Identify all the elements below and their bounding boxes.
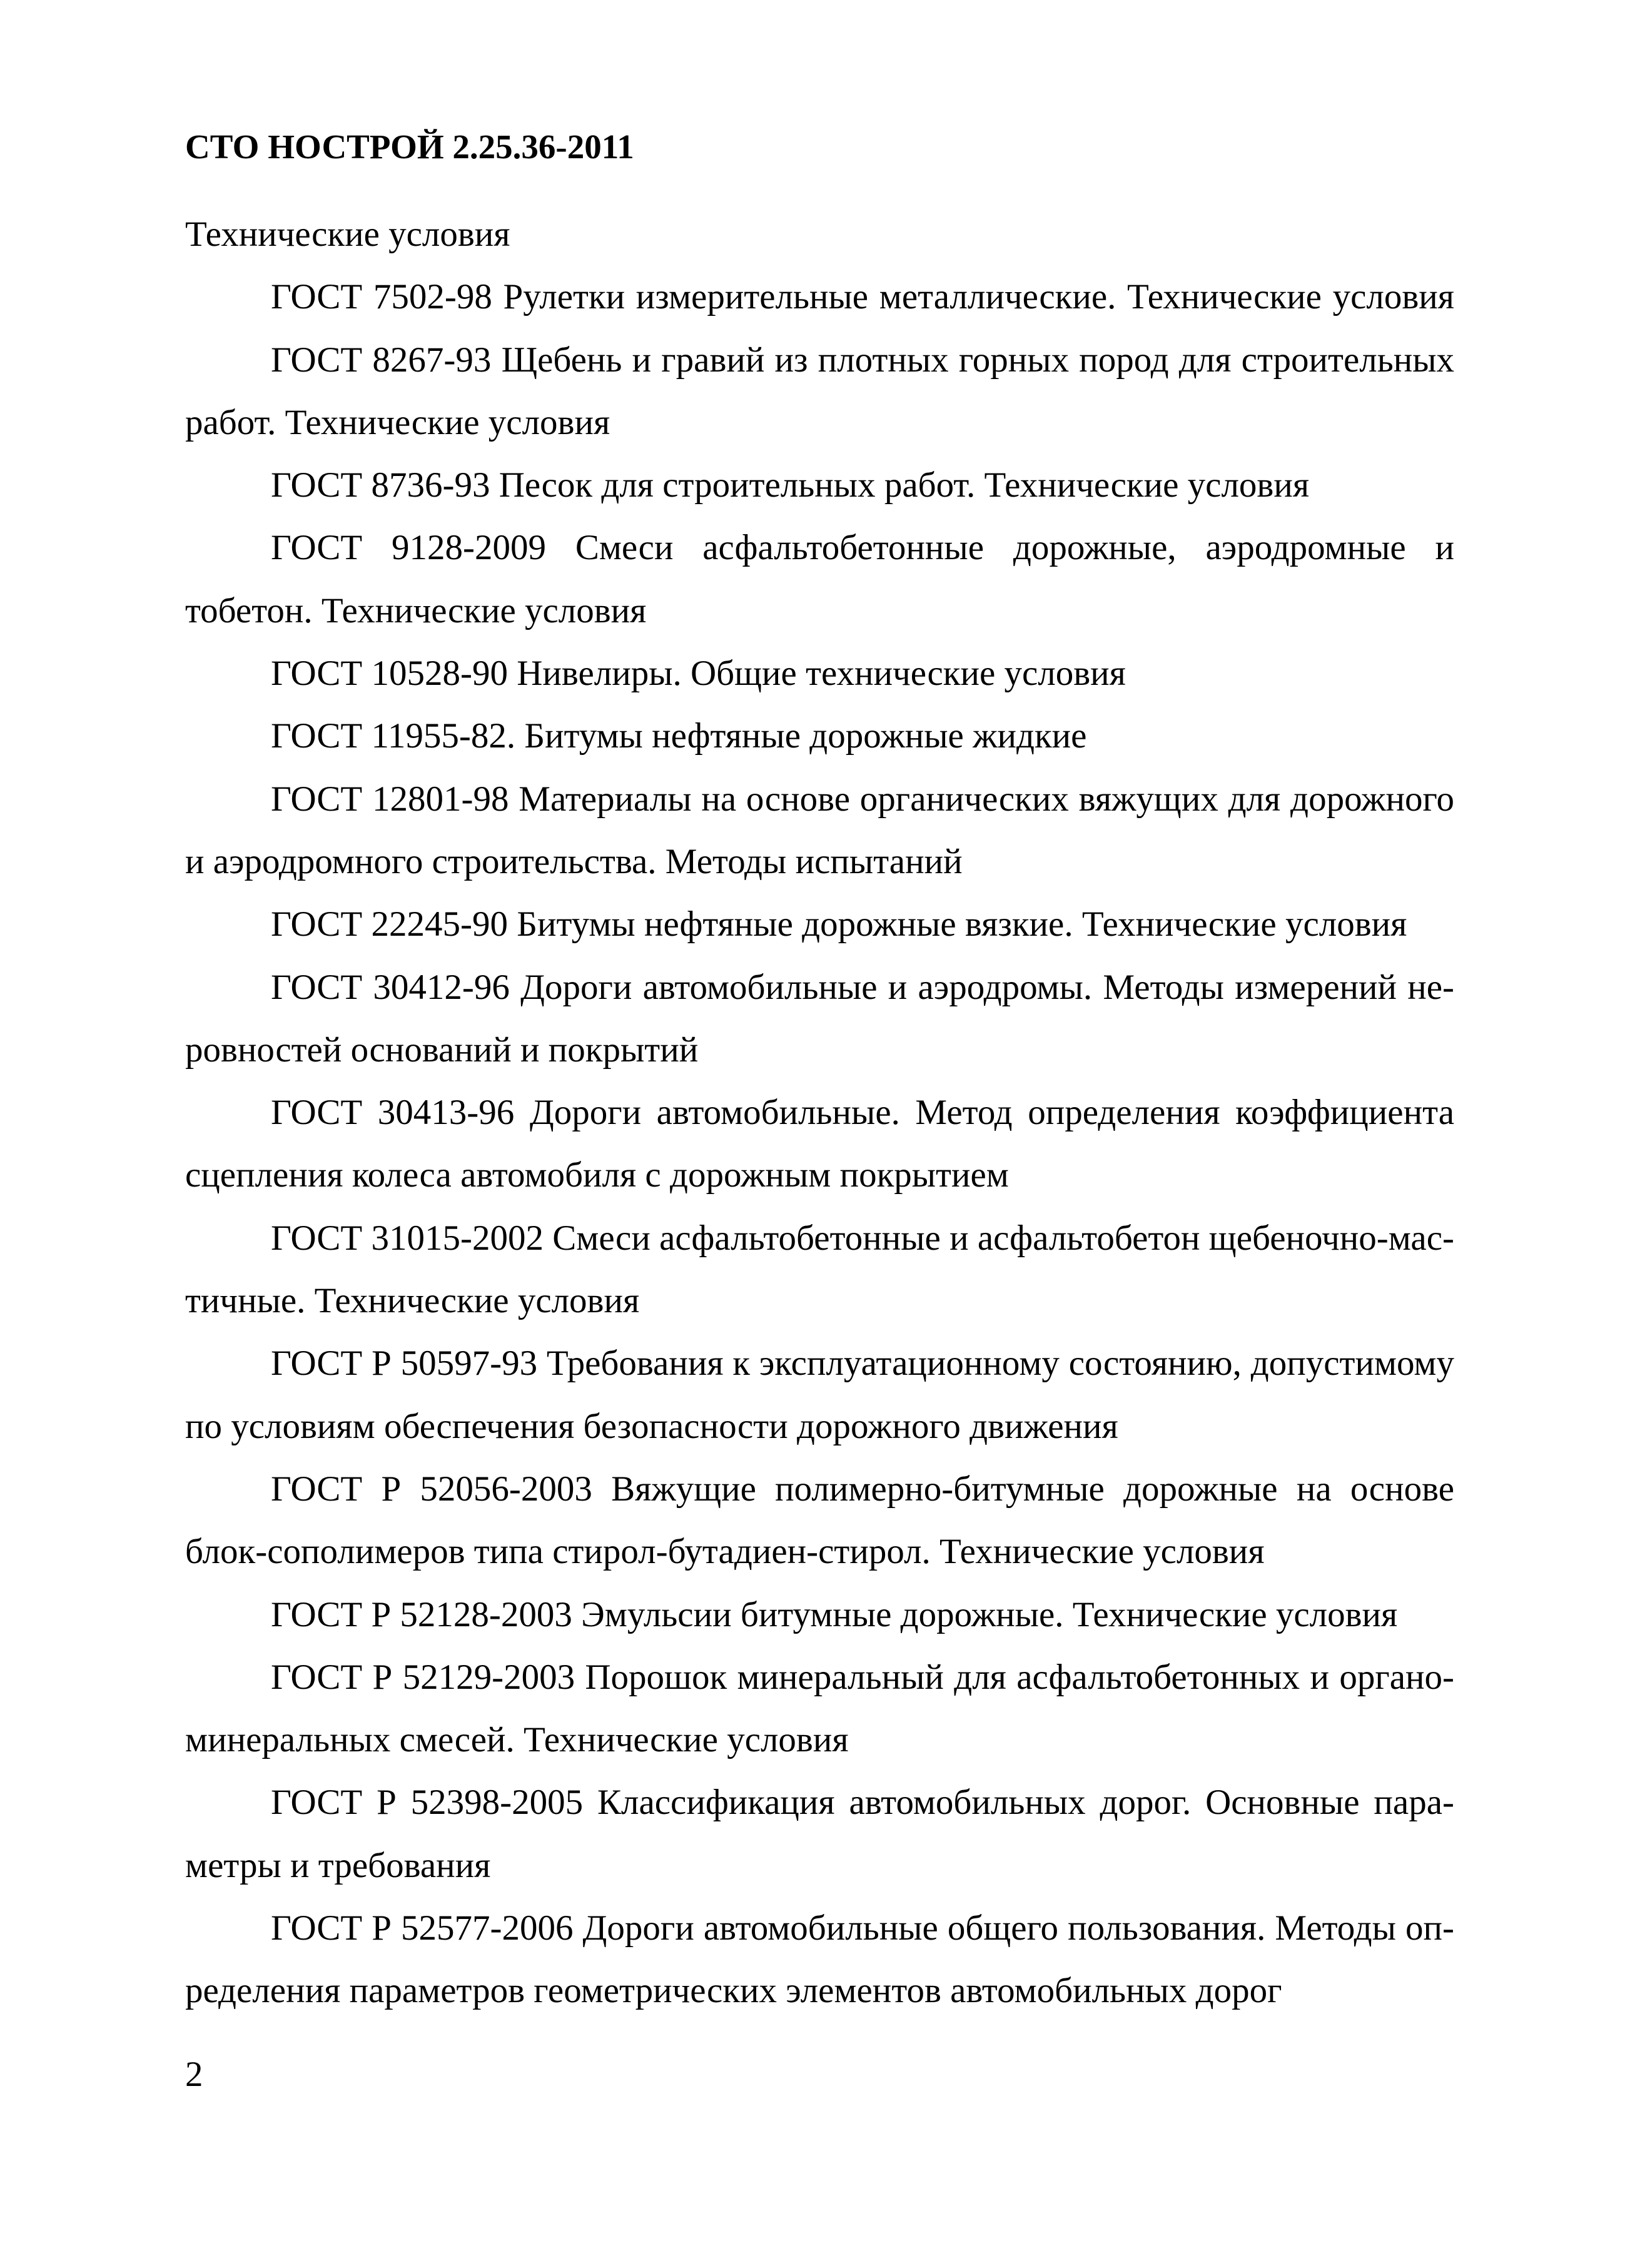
reference-continuation-line: ровностей оснований и покрытий	[185, 1030, 699, 1070]
reference-entry-line: ГОСТ Р 50597-93 Требования к эксплуатационному состоянию, допустимому	[271, 1344, 1454, 1384]
reference-continuation-line: блок-сополимеров типа стирол-бутадиен-стирол. Технические условия	[185, 1532, 1265, 1572]
reference-entry-line: ГОСТ 31015-2002 Смеси асфальтобетонные и асфальтобетон щебеночно-мас-	[271, 1218, 1454, 1258]
reference-continuation-line: тобетон. Технические условия	[185, 590, 647, 630]
reference-continuation-line: по условиям обеспечения безопасности дорожного движения	[185, 1406, 1118, 1446]
reference-continuation-line: Технические условия	[185, 215, 510, 254]
reference-entry-line: ГОСТ 12801-98 Материалы на основе органических вяжущих для дорожного	[271, 779, 1454, 819]
reference-entry-line: ГОСТ 9128-2009 Смеси асфальтобетонные дорожные, аэродромные и	[271, 528, 1454, 568]
reference-continuation-line: тичные. Технические условия	[185, 1281, 640, 1321]
reference-entry-line: ГОСТ Р 52577-2006 Дороги автомобильные общего пользования. Методы оп-	[271, 1908, 1454, 1948]
reference-entry-line: ГОСТ 8267-93 Щебень и гравий из плотных горных пород для строительных	[271, 340, 1454, 380]
reference-entry-line: ГОСТ 10528-90 Нивелиры. Общие технические условия	[271, 654, 1126, 694]
reference-entry-line: ГОСТ 30412-96 Дороги автомобильные и аэродромы. Методы измерений не-	[271, 967, 1454, 1007]
reference-entry-line: ГОСТ 8736-93 Песок для строительных работ. Технические условия	[271, 465, 1310, 505]
reference-entry-line: ГОСТ Р 52129-2003 Порошок минеральный для асфальтобетонных и органо-	[271, 1657, 1454, 1697]
reference-entry-line: ГОСТ 30413-96 Дороги автомобильные. Метод определения коэффициента	[271, 1093, 1454, 1133]
reference-entry-line: ГОСТ 11955-82. Битумы нефтяные дорожные жидкие	[271, 716, 1087, 756]
reference-entry-line: ГОСТ 7502-98 Рулетки измерительные металлические. Технические условия	[271, 277, 1454, 317]
page-number: 2	[185, 2055, 203, 2094]
reference-continuation-line: ределения параметров геометрических элементов автомобильных дорог	[185, 1971, 1282, 2011]
reference-continuation-line: работ. Технические условия	[185, 402, 610, 442]
document-header: СТО НОСТРОЙ 2.25.36-2011	[185, 128, 634, 166]
reference-continuation-line: метры и требования	[185, 1845, 491, 1885]
reference-entry-line: ГОСТ Р 52056-2003 Вяжущие полимерно-битумные дорожные на основе	[271, 1469, 1454, 1509]
reference-continuation-line: минеральных смесей. Технические условия	[185, 1720, 849, 1760]
reference-continuation-line: сцепления колеса автомобиля с дорожным покрытием	[185, 1155, 1009, 1195]
reference-entry-line: ГОСТ 22245-90 Битумы нефтяные дорожные вязкие. Технические условия	[271, 904, 1407, 944]
normative-references-list	[185, 203, 1454, 2023]
reference-entry-line: ГОСТ Р 52128-2003 Эмульсии битумные дорожные. Технические условия	[271, 1594, 1398, 1634]
reference-entry-line: ГОСТ Р 52398-2005 Классификация автомобильных дорог. Основные пара-	[271, 1783, 1454, 1823]
reference-continuation-line: и аэродромного строительства. Методы испытаний	[185, 841, 963, 881]
